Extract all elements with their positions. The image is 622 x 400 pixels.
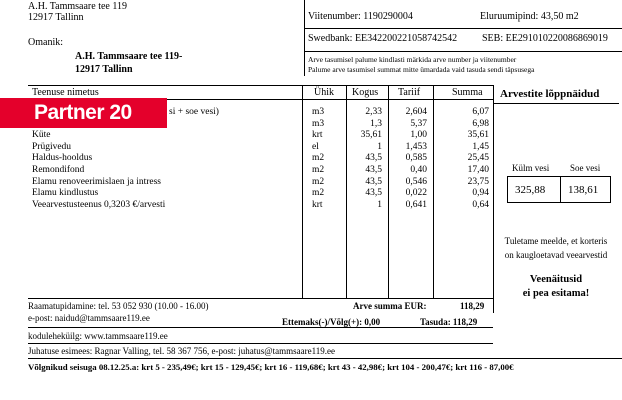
table-row: Haldus-hooldus bbox=[32, 153, 93, 164]
website: koduleheküilg: www.tammsaare119.ee bbox=[28, 331, 168, 341]
col-qty: 2,33 1,3 35,61 1 43,5 43,5 43,5 43,5 1 bbox=[360, 107, 382, 210]
table-row: si + soe vesi) bbox=[169, 107, 219, 117]
col-tariff: 2,604 5,37 1,00 1,453 0,585 0,40 0,546 0,022 0,641 bbox=[405, 107, 427, 210]
meters-rule bbox=[493, 103, 619, 104]
header-divider bbox=[304, 0, 305, 76]
seb: SEB: EE291010220086869019 bbox=[482, 33, 608, 44]
header-rule bbox=[304, 28, 622, 29]
hot-label: Soe vesi bbox=[570, 163, 601, 173]
address-line: A.H. Tammsaare tee 119 bbox=[28, 1, 127, 12]
table-top bbox=[28, 85, 493, 86]
table-row: Küte bbox=[32, 130, 51, 141]
email: e-post: naidud@tammsaare119.ee bbox=[28, 313, 150, 323]
partner-logo: Partner 20 bbox=[0, 98, 167, 128]
debtors: Võlgnikud seisuga 08.12.25.a: krt 5 - 235,49€; krt 15 - 129,45€; krt 16 - 119,68€; krt 43 - 42,98€; krt 104 - 200,47€; krt 116 - 87,00€ bbox=[28, 362, 514, 372]
pay-label: Tasuda: 118,29 bbox=[420, 317, 478, 327]
swedbank: Swedbank: EE342200221058742542 bbox=[308, 33, 458, 44]
omanik-address-line: A.H. Tammsaare tee 119- bbox=[75, 51, 183, 62]
note-line: Arve tasumisel palume kindlasti märkida arve number ja viitenumber bbox=[308, 55, 517, 64]
table-row: Remondifond bbox=[32, 164, 85, 175]
payment-notes bbox=[308, 55, 534, 74]
remind-text: Tuletame meelde, et korteris on kauglоetavad veearvestid bbox=[504, 236, 608, 260]
header-rule bbox=[304, 51, 622, 52]
meters-title: Arvestite lõppnäidud bbox=[500, 88, 600, 100]
table-row: Elamu kindlustus bbox=[32, 188, 99, 199]
viitenumber: Viitenumber: 1190290004 bbox=[308, 11, 413, 22]
footer-rule bbox=[28, 358, 622, 359]
cold-label: Külm vesi bbox=[512, 163, 550, 173]
table-row: Prügivedu bbox=[32, 141, 72, 152]
omanik-label: Omanik: bbox=[28, 37, 63, 48]
header-qty: Kogus bbox=[352, 87, 379, 98]
cold-value: 325,88 bbox=[515, 184, 546, 196]
owner-address bbox=[28, 1, 127, 23]
header-unit: Ühik bbox=[314, 87, 334, 98]
footer-rule bbox=[28, 327, 493, 328]
total-value: 118,29 bbox=[460, 301, 485, 311]
table-row: Veearvestusteenus 0,3203 €/arvesti bbox=[32, 199, 166, 210]
header-tariff: Tariif bbox=[398, 87, 421, 98]
header-name: Teenuse nimetus bbox=[32, 87, 99, 98]
total-label: Arve summa EUR: bbox=[353, 301, 427, 311]
col-divider bbox=[302, 85, 303, 298]
table-bottom bbox=[28, 298, 493, 299]
omanik-address-line: 12917 Tallinn bbox=[75, 64, 133, 75]
table-row: Elamu renoveerimislaen ja intress bbox=[32, 176, 161, 187]
eluruumipind: Eluruumipind: 43,50 m2 bbox=[480, 11, 579, 22]
col-units: m3 m3 krt el m2 m2 m2 m2 krt bbox=[312, 107, 325, 210]
header-sum: Summa bbox=[452, 87, 483, 98]
meter-box-divider bbox=[560, 176, 561, 203]
footer-rule bbox=[28, 343, 493, 344]
accountant: Raamatupidamine: tel. 53 052 930 (10.00 - 16.00) bbox=[28, 301, 209, 311]
col-sum: 6,07 6,98 35,61 1,45 25,45 17,40 23,75 0,94 0,64 bbox=[467, 107, 489, 210]
remind-bold: Veenäitusid ei pea esitama! bbox=[522, 274, 590, 299]
hot-value: 138,61 bbox=[568, 184, 599, 196]
note-line: Palume arve tasumisel summat mitte ümardada vaid tasuda sendi täpsusega bbox=[308, 64, 535, 74]
omanik-address bbox=[75, 50, 182, 76]
prepay-label: Ettemaks(-)/Võlg(+): 0,00 bbox=[282, 317, 381, 327]
address-line: 12917 Tallinn bbox=[28, 12, 84, 23]
chairman: Juhatuse esimees: Ragnar Valling, tel. 58 367 756, e-post: juhatus@tammsaare119.ee bbox=[28, 346, 335, 356]
